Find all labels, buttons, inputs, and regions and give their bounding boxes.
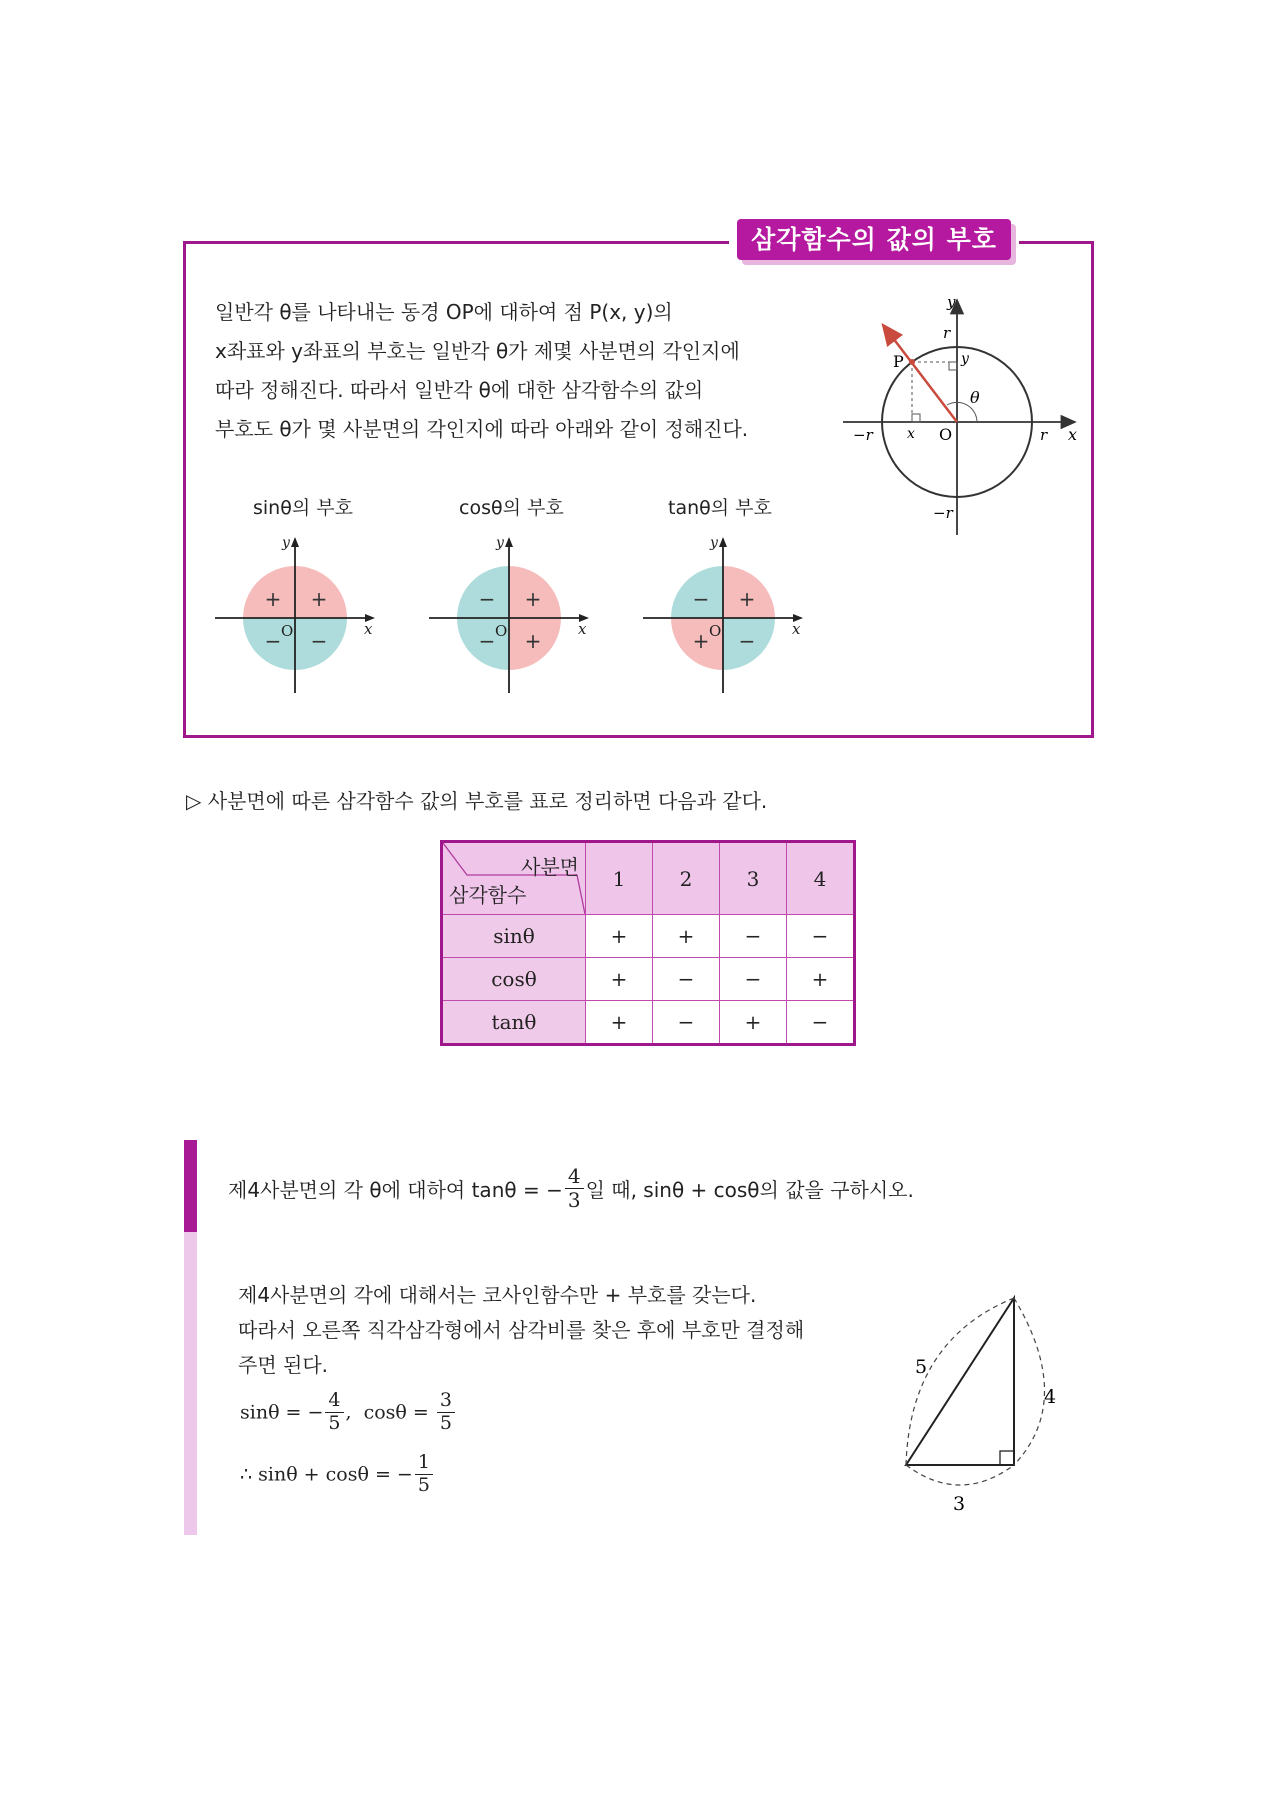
sign-table xyxy=(440,840,856,1046)
table-cell: − xyxy=(787,915,855,958)
tan-sign-chart xyxy=(641,533,806,698)
corner-label-function: 삼각함수 xyxy=(449,883,527,907)
solution-line: 제4사분면의 각에 대해서는 코사인함수만 + 부호를 갖는다. xyxy=(238,1283,757,1307)
y-axis-label: y xyxy=(496,535,504,551)
label-base: 3 xyxy=(953,1493,966,1515)
problem-text-after: 일 때, sinθ + cosθ의 값을 구하시오. xyxy=(585,1178,914,1202)
table-col-header: 1 xyxy=(586,842,653,915)
x-axis-label: x xyxy=(792,620,801,638)
paragraph-line: x좌표와 y좌표의 부호는 일반각 θ가 제몇 사분면의 각인지에 xyxy=(215,339,740,363)
label-point-p: P xyxy=(893,352,904,371)
cos-sign-chart xyxy=(427,533,592,698)
fraction-numerator: 4 xyxy=(565,1165,584,1189)
solution-text xyxy=(238,1278,804,1383)
label-vertical: 4 xyxy=(1044,1386,1057,1408)
label-neg-r-bottom: −r xyxy=(933,504,953,522)
x-axis-label: x xyxy=(578,620,587,638)
eq-cos-fraction xyxy=(437,1390,455,1435)
table-cell: + xyxy=(653,915,720,958)
label-r-top: r xyxy=(943,324,951,342)
eq-cos: cosθ = xyxy=(363,1401,435,1424)
summary-line: ▷ 사분면에 따른 삼각함수 값의 부호를 표로 정리하면 다음과 같다. xyxy=(186,789,768,813)
sin-sign-chart xyxy=(213,533,378,698)
solution-accent-bar xyxy=(184,1232,197,1535)
table-row xyxy=(442,1001,855,1045)
origin-label: O xyxy=(709,622,722,640)
quadrant-3-sign: + xyxy=(692,629,710,653)
table-header-row xyxy=(442,842,855,915)
right-angle-mark xyxy=(912,414,920,422)
quadrant-4-sign: + xyxy=(524,629,542,653)
problem-fraction xyxy=(565,1165,584,1212)
fraction-numerator: 1 xyxy=(415,1452,433,1475)
table-cell: + xyxy=(586,958,653,1001)
table-cell: + xyxy=(787,958,855,1001)
table-cell: − xyxy=(787,1001,855,1045)
table-cell: − xyxy=(653,958,720,1001)
point-p xyxy=(909,359,915,365)
base-brace xyxy=(906,1465,1014,1485)
corner-label-quadrant: 사분면 xyxy=(521,855,579,879)
eq-sin: sinθ = − xyxy=(240,1401,324,1424)
table-cell: − xyxy=(653,1001,720,1045)
paragraph-line: 일반각 θ를 나타내는 동경 OP에 대하여 점 P(x, y)의 xyxy=(215,300,673,324)
solution-equation-2 xyxy=(240,1452,435,1497)
table-cell: + xyxy=(720,1001,787,1045)
quadrant-2-sign: − xyxy=(478,587,496,611)
origin-label: O xyxy=(495,622,508,640)
quadrant-2-sign: − xyxy=(692,587,710,611)
eq-sin-fraction xyxy=(325,1390,343,1435)
fraction-denominator: 5 xyxy=(328,1411,341,1434)
fraction-numerator: 4 xyxy=(325,1390,343,1413)
quadrant-4-sign: − xyxy=(310,629,328,653)
solution-equation-1 xyxy=(240,1390,457,1435)
eq-separator: , xyxy=(345,1401,352,1424)
y-axis-arrowhead xyxy=(291,537,299,547)
x-axis-label: x xyxy=(364,620,373,638)
right-angle-mark xyxy=(1000,1451,1014,1465)
table-row-header: tanθ xyxy=(442,1001,586,1045)
table-row-header: sinθ xyxy=(442,915,586,958)
vertical-brace xyxy=(1014,1298,1045,1465)
quadrant-3-sign: − xyxy=(264,629,282,653)
label-x-axis: x xyxy=(1068,425,1078,444)
quadrant-1-sign: + xyxy=(310,587,328,611)
box-title: 삼각함수의 값의 부호 xyxy=(737,219,1011,260)
table-cell: + xyxy=(586,915,653,958)
table-row-header: cosθ xyxy=(442,958,586,1001)
sin-sign-label: sinθ의 부호 xyxy=(253,497,353,519)
label-coord-x: x xyxy=(907,426,915,442)
right-angle-mark xyxy=(949,362,957,370)
label-coord-y: y xyxy=(961,351,969,367)
paragraph-line: 부호도 θ가 몇 사분면의 각인지에 따라 아래와 같이 정해진다. xyxy=(215,417,749,441)
table-cell: − xyxy=(720,958,787,1001)
quadrant-1-sign: + xyxy=(524,587,542,611)
fraction-denominator: 3 xyxy=(567,1188,581,1212)
tan-sign-label: tanθ의 부호 xyxy=(668,497,772,519)
problem-accent-bar xyxy=(184,1140,197,1232)
table-cell: + xyxy=(586,1001,653,1045)
table-col-header: 3 xyxy=(720,842,787,915)
quadrant-4-sign: − xyxy=(738,629,756,653)
fraction-denominator: 5 xyxy=(439,1411,452,1434)
concept-paragraph xyxy=(215,293,815,449)
y-axis-arrowhead xyxy=(505,537,513,547)
fraction-denominator: 5 xyxy=(417,1473,430,1496)
eq-answer: ∴ sinθ + cosθ = − xyxy=(240,1463,413,1486)
problem-statement xyxy=(228,1165,914,1212)
label-r-right: r xyxy=(1040,426,1048,444)
table-row xyxy=(442,958,855,1001)
y-axis-arrowhead xyxy=(719,537,727,547)
y-axis-label: y xyxy=(282,535,290,551)
table-corner-cell xyxy=(442,842,586,915)
eq-answer-fraction xyxy=(415,1452,433,1497)
y-axis-label: y xyxy=(710,535,718,551)
triangle-shape xyxy=(906,1298,1014,1465)
table-col-header: 4 xyxy=(787,842,855,915)
label-origin: O xyxy=(939,425,953,444)
quadrant-3-sign: − xyxy=(478,629,496,653)
right-triangle-diagram xyxy=(880,1280,1080,1520)
table-row xyxy=(442,915,855,958)
solution-line: 따라서 오른쪽 직각삼각형에서 삼각비를 찾은 후에 부호만 결정해 xyxy=(238,1318,805,1342)
fraction-numerator: 3 xyxy=(437,1390,455,1413)
origin-label: O xyxy=(281,622,294,640)
cos-sign-label: cosθ의 부호 xyxy=(459,497,564,519)
unit-circle-diagram xyxy=(835,290,1085,540)
quadrant-2-sign: + xyxy=(264,587,282,611)
quadrant-1-sign: + xyxy=(738,587,756,611)
table-col-header: 2 xyxy=(653,842,720,915)
label-theta: θ xyxy=(970,388,980,407)
problem-text-before: 제4사분면의 각 θ에 대하여 tanθ = − xyxy=(228,1178,563,1202)
table-cell: − xyxy=(720,915,787,958)
solution-line: 주면 된다. xyxy=(238,1353,328,1377)
label-neg-r-left: −r xyxy=(853,426,873,444)
paragraph-line: 따라 정해진다. 따라서 일반각 θ에 대한 삼각함수의 값의 xyxy=(215,378,704,402)
label-y-axis: y xyxy=(947,293,956,311)
label-hyp: 5 xyxy=(915,1356,928,1378)
